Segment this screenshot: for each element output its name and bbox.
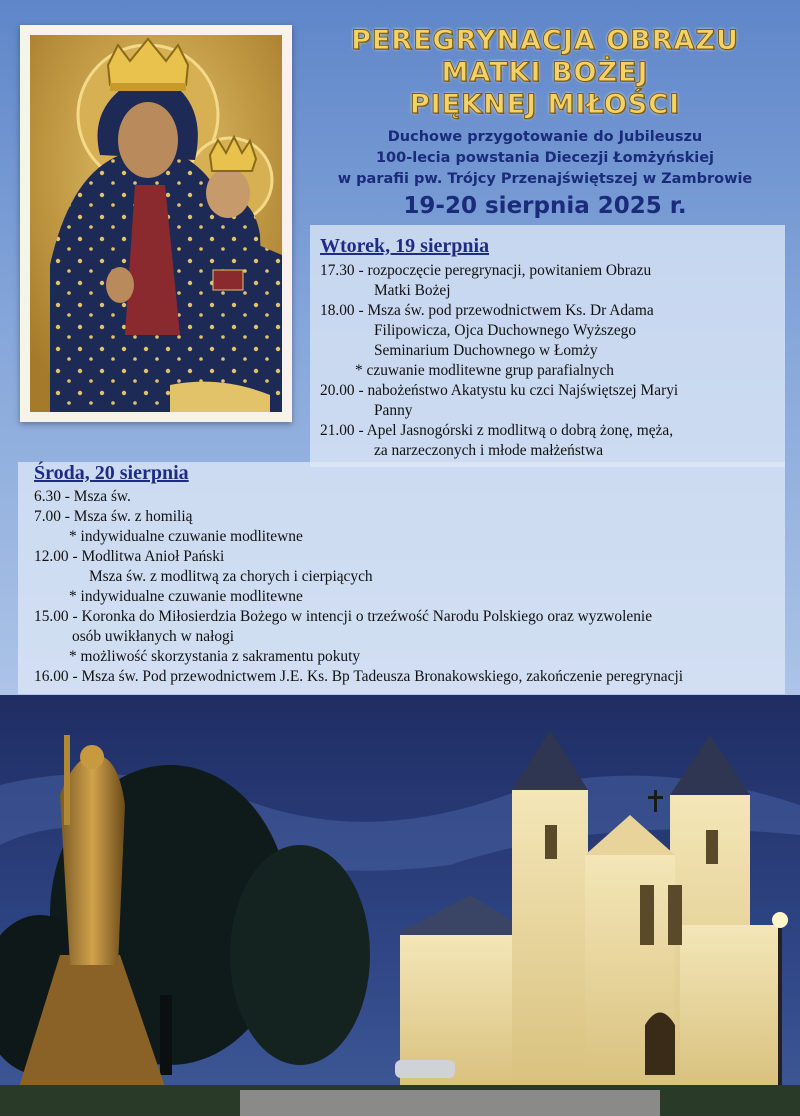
schedule-line: 6.30 - Msza św. xyxy=(34,488,131,505)
schedule-line: * możliwość skorzystania z sakramentu pokuty xyxy=(69,648,361,665)
title-line-1: PEREGRYNACJA OBRAZU xyxy=(351,25,739,56)
schedule-line: Seminarium Duchownego w Łomży xyxy=(374,342,598,359)
wednesday-schedule-panel xyxy=(18,462,785,694)
header xyxy=(300,25,790,219)
schedule-line: Filipowicza, Ojca Duchownego Wyższego xyxy=(374,322,637,339)
subtitle-line-1: Duchowe przygotowanie do Jubileuszu xyxy=(387,129,703,145)
church-night-photo xyxy=(0,695,800,1116)
schedule-line: 18.00 - Msza św. pod przewodnictwem Ks. Dr Adama xyxy=(320,302,654,319)
schedule-line: za narzeczonych i młode małżeństwa xyxy=(374,442,604,459)
tuesday-schedule-panel xyxy=(310,225,785,467)
tuesday-heading: Wtorek, 19 sierpnia xyxy=(320,235,490,257)
madonna-icon-image xyxy=(20,25,292,422)
title-line-3: PIĘKNEJ MIŁOŚCI xyxy=(409,89,681,120)
event-date: 19-20 sierpnia 2025 r. xyxy=(403,193,687,219)
title-line-2: MATKI BOŻEJ xyxy=(441,57,649,88)
schedule-line: * indywidualne czuwanie modlitewne xyxy=(69,528,303,545)
schedule-line: 12.00 - Modlitwa Anioł Pański xyxy=(34,548,225,565)
tuesday-list xyxy=(320,261,785,461)
schedule-line: Panny xyxy=(374,402,413,419)
schedule-line: osób uwikłanych w nałogi xyxy=(72,628,235,645)
wednesday-heading: Środa, 20 sierpnia xyxy=(34,462,189,484)
subtitle-line-3: w parafii pw. Trójcy Przenajświętszej w Zambrowie xyxy=(337,171,753,187)
schedule-line: 16.00 - Msza św. Pod przewodnictwem J.E. Ks. Bp Tadeusza Bronakowskiego, zakończenie peregrynacji xyxy=(34,668,683,685)
schedule-line: 20.00 - nabożeństwo Akatystu ku czci Najświętszej Maryi xyxy=(320,382,679,399)
schedule-line: 21.00 - Apel Jasnogórski z modlitwą o dobrą żonę, męża, xyxy=(320,422,674,439)
wednesday-list xyxy=(34,487,784,687)
schedule-line: Matki Bożej xyxy=(374,282,451,299)
schedule-line: Msza św. z modlitwą za chorych i cierpiących xyxy=(89,568,373,585)
schedule-line: 17.30 - rozpoczęcie peregrynacji, powitaniem Obrazu xyxy=(320,262,652,279)
schedule-line: * indywidualne czuwanie modlitewne xyxy=(69,588,303,605)
schedule-line: 15.00 - Koronka do Miłosierdzia Bożego w intencji o trzeźwość Narodu Polskiego oraz wyzwolenie xyxy=(34,608,653,625)
subtitle-line-2: 100-lecia powstania Diecezji Łomżyńskiej xyxy=(375,150,715,166)
schedule-line: 7.00 - Msza św. z homilią xyxy=(34,508,193,525)
madonna-and-child-icon xyxy=(30,35,282,412)
schedule-line: * czuwanie modlitewne grup parafialnych xyxy=(355,362,614,379)
